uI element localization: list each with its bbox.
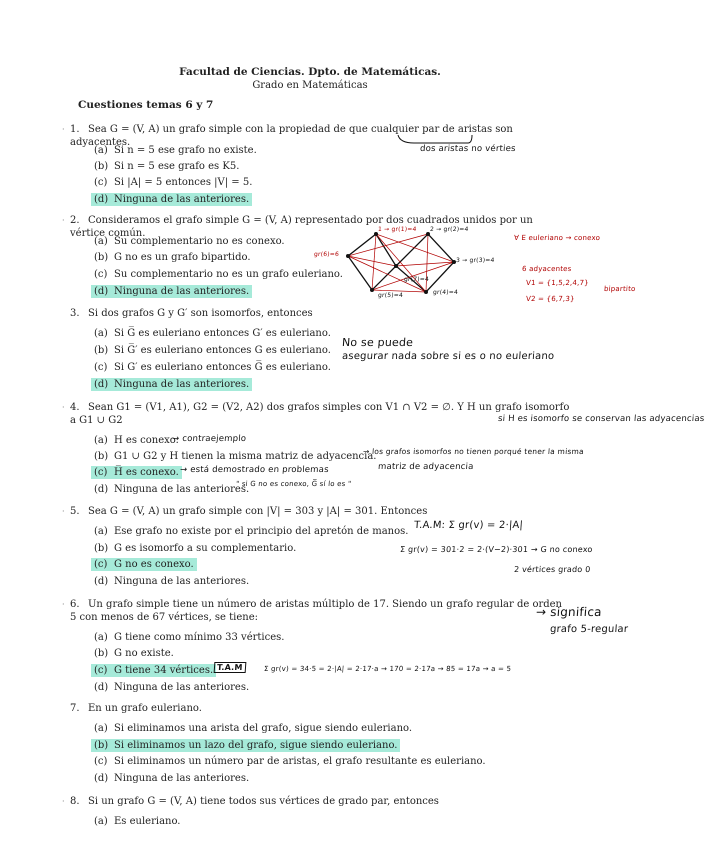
graph-note: 3 → gr(3)=4 [455,257,495,264]
highlighted-answer [91,739,400,752]
option-2a [94,236,285,247]
option-label: (a) [94,435,108,446]
graph-note: gr(4)=4 [432,289,459,296]
page-subtitle: Grado en Matemáticas [252,80,368,91]
handwritten-note: → significa [535,605,603,619]
option-7c [94,756,486,767]
highlighted-answer [91,378,252,391]
margin-mark: · [62,216,65,225]
option-label: (d) [94,682,109,693]
question-text: Un grafo simple tiene un número de aristas múltiplo de 17. Siendo un grafo regular de orden 5 con menos de 67 vértices, se tiene: [70,599,562,623]
handwritten-note: → está demostrado en problemas [179,465,330,475]
margin-mark: · [62,600,65,609]
handwritten-note: T.A.M: Σ gr(v) = 2·|A| [413,520,524,531]
option-text: Es euleriano. [114,816,181,827]
option-text: Si |A| = 5 entonces |V| = 5. [114,177,253,188]
option-text: Si n = 5 ese grafo no existe. [114,145,257,156]
handwritten-note: dos aristas no vérties [419,144,517,154]
question-text: Sean G1 = (V1, A1), G2 = (V2, A2) dos grafos simples con V1 ∩ V2 = ∅. Y H un grafo isomorfo a G1 ∪ G2 [70,402,570,426]
option-text: G no es un grafo bipartido. [114,252,251,263]
graph-note: gr(5)=4 [377,292,404,299]
option-4c [94,467,182,478]
option-8a [94,816,181,827]
option-3a [94,328,331,339]
option-2b [94,252,251,263]
question-7 [70,702,570,715]
graph-note: 2 → gr(2)=4 [429,226,469,233]
question-text: Consideramos el grafo simple G = (V, A) representado por dos cuadrados unidos por un vértice común. [70,215,533,239]
option-text: G tiene 34 vértices. [114,665,214,676]
option-label: (a) [94,632,108,643]
option-3d [94,379,252,390]
option-text: G tiene como mínimo 33 vértices. [114,632,285,643]
option-text: Ninguna de las anteriores. [114,194,250,205]
question-text: Sea G = (V, A) un grafo simple con |V| = 303 y |A| = 301. Entonces [88,506,428,517]
question-3 [70,307,570,320]
option-label: (c) [94,665,108,676]
option-text: Su complementario no es conexo. [114,236,285,247]
handwritten-note: 6 adyacentes [521,265,572,273]
page-title: Facultad de Ciencias. Dpto. de Matemáticas. [179,66,441,78]
option-7b [94,740,400,751]
option-label: (d) [94,194,109,205]
option-7d [94,773,249,784]
option-label: (d) [94,773,109,784]
option-label: (d) [94,379,109,390]
highlighted-answer [91,558,197,571]
option-text: Si G̅ es euleriano entonces G′ es euleriano. [114,328,331,339]
question-number: 2. [70,215,80,226]
question-number: 8. [70,796,80,807]
option-1c [94,177,252,188]
option-label: (c) [94,177,108,188]
option-7a [94,723,412,734]
margin-mark: · [62,797,65,806]
question-text: Si un grafo G = (V, A) tiene todos sus vértices de grado par, entonces [88,796,439,807]
option-label: (b) [94,161,109,172]
option-6d [94,682,249,693]
option-label: (c) [94,559,108,570]
handdrawn-graph [336,226,496,306]
handwritten-note: V2 = {6,7,3} [525,295,575,303]
question-number: 5. [70,506,80,517]
option-label: (b) [94,543,109,554]
option-text: Ninguna de las anteriores. [114,576,250,587]
option-label: (a) [94,723,108,734]
option-text: G no existe. [114,648,174,659]
handwritten-note: No se puede [341,336,414,349]
margin-mark: · [62,403,65,412]
handwritten-note: V1 = {1,5,2,4,7} [525,279,590,287]
option-5c [94,559,197,570]
question-text: Si dos grafos G y G′ son isomorfos, entonces [88,308,313,319]
handwritten-note: → contraejemplo [171,434,247,444]
option-text: G es isomorfo a su complementario. [114,543,297,554]
question-text: En un grafo euleriano. [88,703,202,714]
question-4 [70,401,570,427]
question-5 [70,505,570,518]
option-4d [94,484,249,495]
handwritten-note: si H es isomorfo se conservan las adyacencias [497,414,705,424]
margin-mark: · [62,125,65,134]
option-3b [94,345,331,356]
handwritten-note: bipartito [603,285,636,293]
option-text: Ninguna de las anteriores. [114,682,250,693]
question-number: 4. [70,402,80,413]
handwritten-note: Σ gr(v) = 301·2 = 2·(V−2)·301 → G no conexo [399,545,593,554]
question-8 [70,795,570,808]
handwritten-note: ∀ E euleriano → conexo [513,234,601,242]
option-label: (c) [94,269,108,280]
handwritten-note: asegurar nada sobre si es o no euleriano [341,351,555,362]
option-text: G1 ∪ G2 y H tienen la misma matriz de adyacencia. [114,451,377,462]
handwritten-note [214,663,246,672]
section-heading: Cuestiones temas 6 y 7 [78,99,214,111]
boxed-note: T.A.M [214,662,246,673]
option-5a [94,526,408,537]
option-text: H es conexo. [114,435,179,446]
option-text: Si eliminamos un número par de aristas, el grafo resultante es euleriano. [114,756,486,767]
option-text: H̅ es conexo. [114,467,179,478]
margin-mark: · [62,507,65,516]
option-label: (a) [94,145,108,156]
handwritten-note: 2 vértices grado 0 [513,565,591,574]
option-6b [94,648,174,659]
option-1a [94,145,257,156]
option-text: Si eliminamos un lazo del grafo, sigue siendo euleriano. [114,740,398,751]
option-1d [94,194,252,205]
option-6a [94,632,284,643]
option-5b [94,543,296,554]
option-label: (a) [94,526,108,537]
highlighted-answer [91,285,252,298]
option-label: (c) [94,467,108,478]
graph-note: 1 → gr(1)=4 [377,226,417,233]
option-3c [94,362,331,373]
option-text: Ninguna de las anteriores. [114,484,250,495]
question-text: Sea G = (V, A) un grafo simple con la propiedad de que cualquier par de aristas son adyacentes. [70,124,513,148]
question-number: 6. [70,599,80,610]
option-label: (a) [94,236,108,247]
option-4a [94,435,179,446]
option-label: (b) [94,451,109,462]
option-text: Ninguna de las anteriores. [114,379,250,390]
handwritten-note: matriz de adyacencia [377,462,474,472]
question-6 [70,598,570,624]
option-label: (d) [94,576,109,587]
option-label: (a) [94,328,108,339]
option-label: (b) [94,648,109,659]
option-5d [94,576,249,587]
option-label: (d) [94,484,109,495]
option-text: G no es conexo. [114,559,194,570]
option-text: Su complementario no es un grafo euleriano. [114,269,343,280]
question-number: 7. [70,703,80,714]
option-label: (c) [94,362,108,373]
option-label: (b) [94,345,109,356]
option-1b [94,161,239,172]
question-number: 1. [70,124,80,135]
handwritten-note: → los grafos isomorfos no tienen porqué tener la misma [362,447,585,456]
option-text: Ese grafo no existe por el principio del apretón de manos. [114,526,409,537]
option-text: Si eliminamos una arista del grafo, sigue siendo euleriano. [114,723,413,734]
graph-note: gr(6)=6 [313,251,340,258]
handwritten-note: grafo 5-regular [549,624,629,635]
option-text: Ninguna de las anteriores. [114,286,250,297]
option-6c [94,665,216,676]
option-text: Si G̅′ es euleriano entonces G es euleriano. [114,345,331,356]
highlighted-answer [91,664,216,677]
option-label: (c) [94,756,108,767]
highlighted-answer [91,466,182,479]
option-label: (b) [94,252,109,263]
option-label: (d) [94,286,109,297]
option-text: Si n = 5 ese grafo es K5. [114,161,240,172]
option-text: Ninguna de las anteriores. [114,773,250,784]
option-2c [94,269,343,280]
graph-note: gr(7)=4 [403,276,430,283]
option-label: (b) [94,740,109,751]
highlighted-answer [91,193,252,206]
option-text: Si G′ es euleriano entonces G̅ es euleriano. [114,362,331,373]
option-label: (a) [94,816,108,827]
handwritten-note: Σ gr(v) = 34·5 = 2·|A| = 2·17·a → 170 = 2·17a → 85 = 17a → a = 5 [263,665,512,673]
option-4b [94,451,377,462]
option-2d [94,286,252,297]
handwritten-note: " si G no es conexo, G̅ sí lo es " [235,480,352,488]
question-number: 3. [70,308,80,319]
